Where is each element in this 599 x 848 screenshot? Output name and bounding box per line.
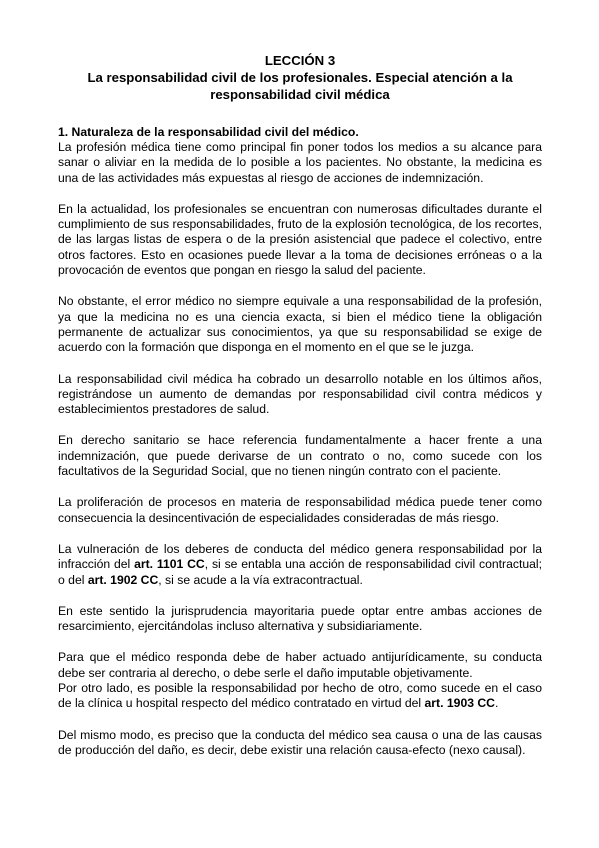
paragraph-7: [58, 542, 542, 588]
lesson-number: LECCIÓN 3: [264, 53, 336, 68]
document-title: [58, 52, 542, 103]
text-run: .: [494, 696, 499, 711]
paragraph-1: La profesión médica tiene como principal fin poner todos los medios a su alcance para sanar o aliviar en la medida de lo posible a los pacientes. No obstante, la medicina es una de las actividades más expuestas al riesgo de acciones de indemnización.: [58, 140, 542, 185]
lesson-title: La responsabilidad civil de los profesionales. Especial atención a la responsabilidad civil médica: [87, 70, 513, 102]
paragraph-11: Del mismo modo, es preciso que la conducta del médico sea causa o una de las causas de producción del daño, es decir, debe existir una relación causa-efecto (nexo causal).: [58, 727, 542, 757]
paragraph-9: Para que el médico responda debe de haber actuado antijurídicamente, su conducta debe ser contraria al derecho, o debe serle el daño imputable objetivamente.: [58, 650, 542, 680]
paragraph-3: No obstante, el error médico no siempre equivale a una responsabilidad de la profesión, ya que la medicina no es una ciencia exacta, si bien el médico tiene la obligación permanente de actualizar sus conocimientos, ya que su responsabilidad se exige de acuerdo con la formación que disponga en el momento en el que se le juzga.: [58, 294, 542, 355]
paragraph-6: La proliferación de procesos en materia de responsabilidad médica puede tener como consecuencia la desincentivación de especialidades consideradas de más riesgo.: [58, 495, 542, 525]
text-run: La vulneración de los deberes de conducta del médico genera responsabilidad por la infracción del: [58, 541, 542, 572]
text-run: Por otro lado, es posible la responsabilidad por hecho de otro, como sucede en el caso de la clínica u hospital respecto del médico contratado en virtud del: [58, 681, 542, 711]
article-reference: art. 1902 CC: [87, 572, 159, 587]
article-reference: art. 1903 CC: [424, 696, 495, 711]
paragraph-5: En derecho sanitario se hace referencia fundamentalmente a hacer frente a una indemnización, que puede derivarse de un contrato o no, como sucede con los facultativos de la Seguridad Social, que no tienen ningún contrato con el paciente.: [58, 433, 542, 479]
paragraph-8: En este sentido la jurisprudencia mayoritaria puede optar entre ambas acciones de resarcimiento, ejercitándolas incluso alternativa y subsidiariamente.: [58, 603, 542, 634]
paragraph-2: En la actualidad, los profesionales se encuentran con numerosas dificultades durante el cumplimiento de sus responsabilidades, fruto de la explosión tecnológica, de los recortes, de las largas listas de espera o de la presión asistencial que padece el colectivo, entre otros factores. Esto en ocasiones puede llevar a la toma de decisiones erróneas o a la provocación de eventos que pongan en riesgo la salud del paciente.: [58, 201, 542, 278]
paragraph-10: [58, 681, 542, 712]
text-run: , si se entabla una acción de responsabilidad civil contractual; o del: [58, 557, 542, 587]
paragraph-4: La responsabilidad civil médica ha cobrado un desarrollo notable en los últimos años, registrándose un aumento de demandas por responsabilidad civil contra médicos y establecimientos prestadores de salud.: [58, 371, 542, 417]
article-reference: art. 1101 CC: [134, 557, 205, 572]
section-heading: 1. Naturaleza de la responsabilidad civil del médico.: [58, 125, 359, 139]
document-page: [58, 52, 542, 758]
text-run: , si se acude a la vía extracontractual.: [158, 572, 363, 587]
